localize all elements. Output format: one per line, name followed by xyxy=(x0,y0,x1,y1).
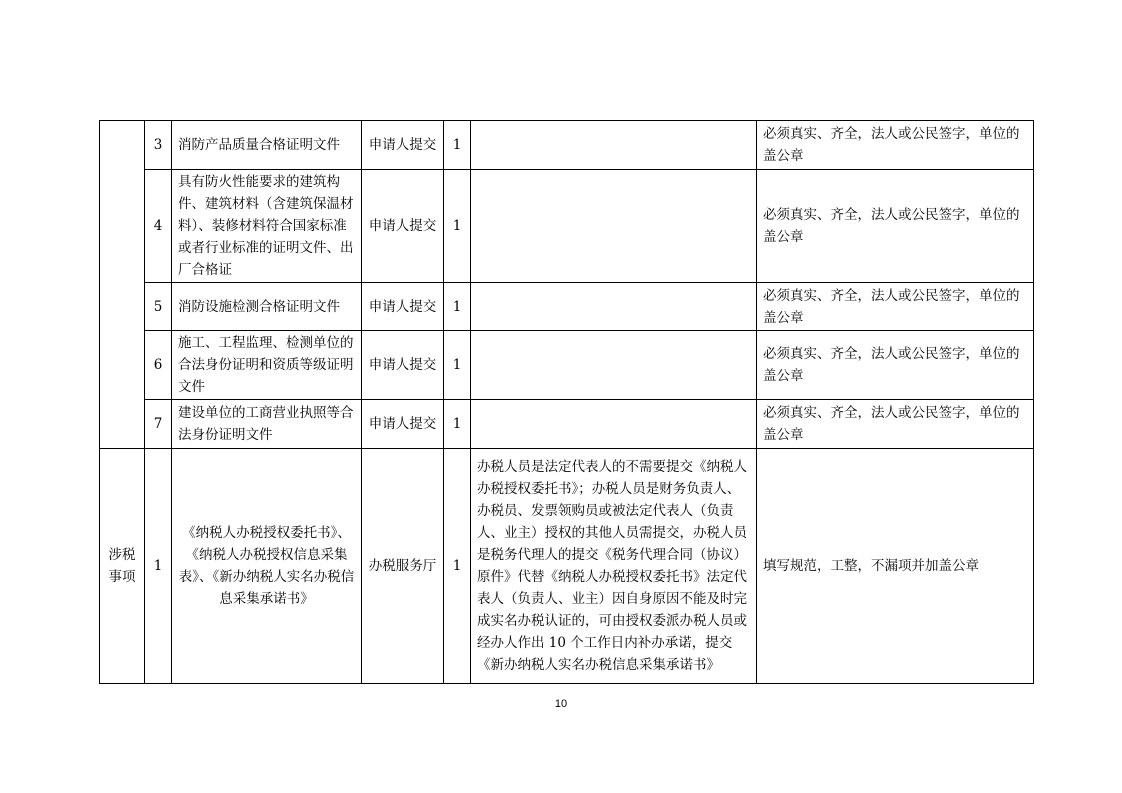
material-name: 具有防火性能要求的建筑构件、建筑材料（含建筑保温材料）、装修材料符合国家标准或者行业标准的证明文件、出厂合格证 xyxy=(172,170,362,283)
row-number: 7 xyxy=(145,400,172,449)
row-number: 3 xyxy=(145,121,172,170)
material-name: 《纳税人办税授权委托书》、《纳税人办税授权信息采集表》、《新办纳税人实名办税信息采集承诺书》 xyxy=(172,449,362,684)
copies: 1 xyxy=(444,170,471,283)
remark xyxy=(471,170,757,283)
table-row xyxy=(100,283,1034,331)
remark xyxy=(471,121,757,170)
submission-mode: 申请人提交 xyxy=(362,121,444,170)
material-name: 消防设施检测合格证明文件 xyxy=(172,283,362,331)
requirement: 必须真实、齐全，法人或公民签字，单位的盖公章 xyxy=(757,170,1034,283)
remark xyxy=(471,283,757,331)
submission-mode: 办税服务厅 xyxy=(362,449,444,684)
materials-table xyxy=(99,120,1034,684)
copies: 1 xyxy=(444,331,471,400)
table-row xyxy=(100,400,1034,449)
table-row xyxy=(100,331,1034,400)
submission-mode: 申请人提交 xyxy=(362,400,444,449)
material-name: 消防产品质量合格证明文件 xyxy=(172,121,362,170)
row-number: 6 xyxy=(145,331,172,400)
requirement: 填写规范，工整，不漏项并加盖公章 xyxy=(757,449,1034,684)
copies: 1 xyxy=(444,449,471,684)
remark xyxy=(471,400,757,449)
requirement: 必须真实、齐全，法人或公民签字，单位的盖公章 xyxy=(757,121,1034,170)
material-name: 建设单位的工商营业执照等合法身份证明文件 xyxy=(172,400,362,449)
table-row xyxy=(100,449,1034,684)
submission-mode: 申请人提交 xyxy=(362,170,444,283)
copies: 1 xyxy=(444,283,471,331)
row-number: 5 xyxy=(145,283,172,331)
remark: 办税人员是法定代表人的不需要提交《纳税人办税授权委托书》；办税人员是财务负责人、办税员、发票领购员或被法定代表人（负责人、业主）授权的其他人员需提交，办税人员是税务代理人的提交《税务代理合同（协议）原件》代替《纳税人办税授权委托书》法定代表人（负责人、业主）因自身原因不能及时完成实名办税认证的，可由授权委派办税人员或经办人作出 10 个工作日内补办承诺，提交《新办纳税人实名办税信息采集承诺书》 xyxy=(471,449,757,684)
row-number: 1 xyxy=(145,449,172,684)
copies: 1 xyxy=(444,121,471,170)
table-row xyxy=(100,170,1034,283)
requirement: 必须真实、齐全，法人或公民签字，单位的盖公章 xyxy=(757,400,1034,449)
group-label-tax: 涉税事项 xyxy=(100,449,145,684)
remark xyxy=(471,331,757,400)
table-row xyxy=(100,121,1034,170)
requirement: 必须真实、齐全，法人或公民签字，单位的盖公章 xyxy=(757,331,1034,400)
row-number: 4 xyxy=(145,170,172,283)
requirement: 必须真实、齐全，法人或公民签字，单位的盖公章 xyxy=(757,283,1034,331)
group-cell-fire xyxy=(100,121,145,449)
submission-mode: 申请人提交 xyxy=(362,331,444,400)
material-name: 施工、工程监理、检测单位的合法身份证明和资质等级证明文件 xyxy=(172,331,362,400)
submission-mode: 申请人提交 xyxy=(362,283,444,331)
page-number: 10 xyxy=(554,698,568,710)
copies: 1 xyxy=(444,400,471,449)
